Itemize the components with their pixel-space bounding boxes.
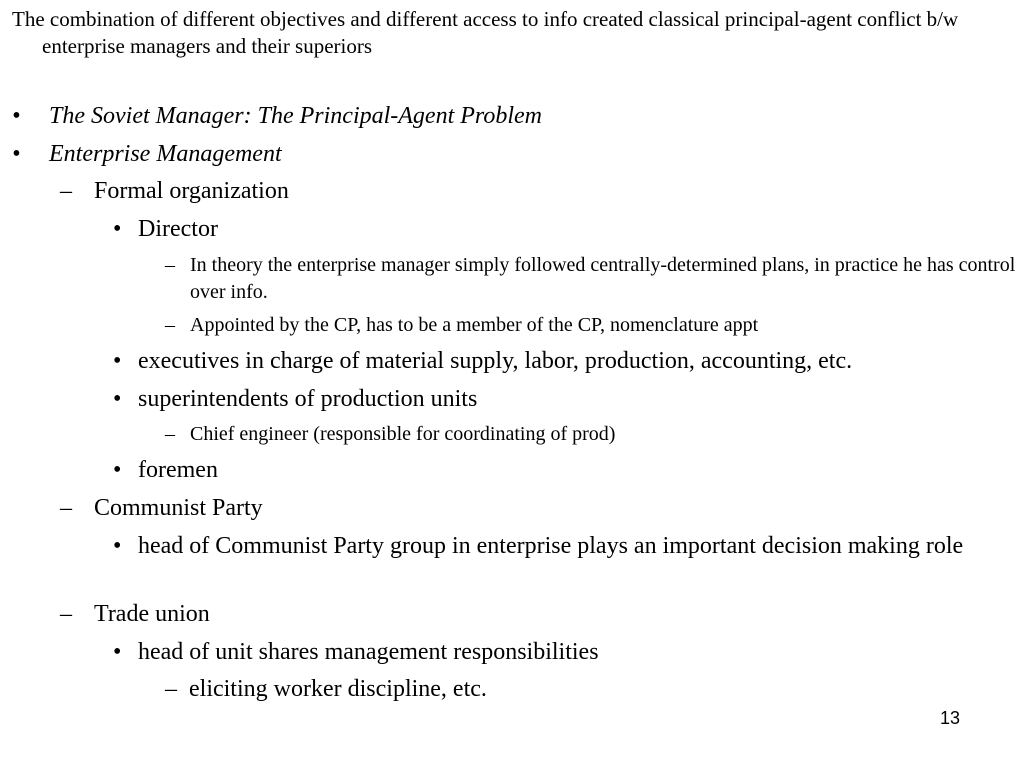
- bullet-text: superintendents of production units: [138, 386, 478, 412]
- dash-marker: –: [60, 601, 72, 627]
- bullet-head-of-unit: [113, 637, 1018, 667]
- bullet-soviet-manager: [12, 101, 1024, 131]
- dash-text: Chief engineer (responsible for coordinating of prod): [190, 423, 616, 445]
- bullet-marker: •: [113, 348, 122, 374]
- dash-text: Formal organization: [94, 178, 289, 204]
- dash-eliciting: [165, 674, 1009, 704]
- bullet-text: The Soviet Manager: The Principal-Agent Problem: [49, 103, 543, 129]
- page-number: 13: [940, 708, 961, 728]
- intro-paragraph: [12, 6, 1024, 60]
- bullet-marker: •: [113, 457, 122, 483]
- dash-text: Appointed by the CP, has to be a member of the CP, nomenclature appt: [190, 314, 759, 336]
- dash-text: In theory the enterprise manager simply followed centrally-determined plans, in practice he has control over info.: [190, 254, 1016, 303]
- bullet-head-of-cp-group: [113, 531, 1018, 561]
- bullet-director: [113, 214, 1018, 244]
- dash-marker: –: [60, 178, 72, 204]
- bullet-superintendents: [113, 384, 1018, 414]
- dash-marker: –: [165, 314, 175, 336]
- dash-marker: –: [165, 423, 175, 445]
- bullet-text: head of Communist Party group in enterprise plays an important decision making role: [138, 533, 964, 559]
- dash-chief-engineer: [165, 421, 1024, 448]
- dash-communist-party: [60, 493, 1024, 523]
- intro-text: The combination of different objectives and different access to info created classical principal-agent conflict b/w enterprise managers and their superiors: [12, 7, 959, 58]
- dash-text: eliciting worker discipline, etc.: [189, 676, 487, 702]
- bullet-marker: •: [113, 216, 122, 242]
- dash-text: Trade union: [94, 601, 210, 627]
- dash-appointed: [165, 312, 1024, 339]
- dash-marker: –: [165, 254, 175, 276]
- bullet-marker: •: [113, 639, 122, 665]
- dash-trade-union: [60, 599, 1024, 629]
- bullet-marker: •: [12, 103, 21, 129]
- dash-marker: –: [165, 676, 177, 702]
- bullet-marker: •: [113, 386, 122, 412]
- bullet-text: Director: [138, 216, 218, 242]
- bullet-text: executives in charge of material supply, labor, production, accounting, etc.: [138, 348, 853, 374]
- bullet-marker: •: [12, 141, 21, 167]
- bullet-text: head of unit shares management responsibilities: [138, 639, 599, 665]
- dash-formal-organization: [60, 176, 1024, 206]
- bullet-enterprise-management: [12, 139, 1024, 169]
- dash-text: Communist Party: [94, 495, 263, 521]
- dash-in-theory: [165, 252, 1024, 306]
- dash-marker: –: [60, 495, 72, 521]
- bullet-foremen: [113, 455, 1018, 485]
- bullet-text: foremen: [138, 457, 218, 483]
- bullet-text: Enterprise Management: [49, 141, 282, 167]
- bullet-executives: [113, 346, 1024, 376]
- bullet-marker: •: [113, 533, 122, 559]
